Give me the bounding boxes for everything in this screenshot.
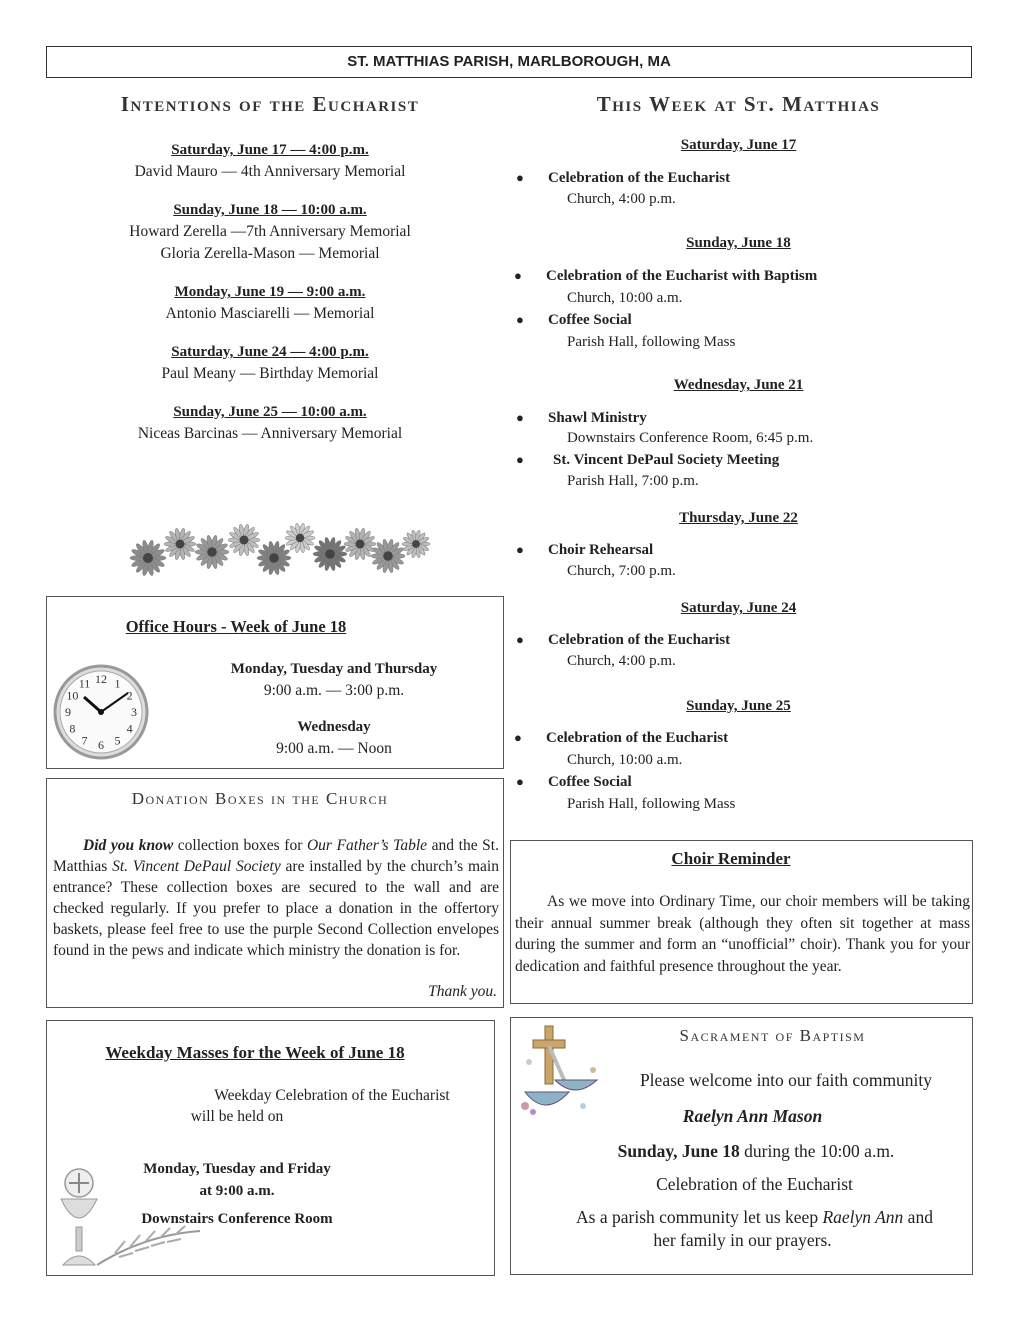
baptism-title: Sacrament of Baptism <box>679 1026 866 1045</box>
intention-date: Sunday, June 25 — 10:00 a.m. <box>173 404 367 420</box>
office-hours-1: 9:00 a.m. — 3:00 p.m. <box>263 682 405 699</box>
weekday-days: Monday, Tuesday and Friday <box>143 1161 331 1177</box>
intention-date: Saturday, June 17 — 4:00 p.m. <box>171 142 369 158</box>
week-event <box>516 170 731 187</box>
week-event <box>516 312 632 329</box>
weekday-time: at 9:00 a.m. <box>199 1183 275 1199</box>
office-hours-box <box>46 596 504 769</box>
flower-icon <box>130 540 166 576</box>
event-title: Celebration of the Eucharist <box>546 730 729 746</box>
donation-text <box>53 835 499 961</box>
office-days-2: Wednesday <box>297 719 371 735</box>
intentions-list <box>46 142 494 443</box>
clock-icon <box>52 663 150 761</box>
baptism-prayer-line-1 <box>523 1207 986 1228</box>
bullet-icon: ● <box>516 542 524 557</box>
week-date-wed21: Wednesday, June 21 <box>673 377 804 393</box>
flower-border-image <box>124 514 434 582</box>
event-title: Coffee Social <box>548 774 632 790</box>
clock-numeral: 5 <box>114 733 121 748</box>
flower-icon <box>228 524 260 556</box>
week-event <box>516 774 632 791</box>
this-week-title: This Week at St. Matthias <box>596 92 881 116</box>
baptism-box <box>510 1017 973 1275</box>
week-event <box>514 268 818 285</box>
baptism-date: Sunday, June 18 <box>617 1141 740 1161</box>
bullet-icon: ● <box>516 774 524 789</box>
event-location: Downstairs Conference Room, 6:45 p.m. <box>567 430 814 446</box>
office-days-1: Monday, Tuesday and Thursday <box>230 661 438 677</box>
chalice-icon <box>55 1165 205 1273</box>
clock-numeral: 12 <box>95 672 107 686</box>
baptismal-font-icon <box>515 1022 611 1122</box>
did-you-know: Did you know <box>83 837 174 854</box>
week-event <box>516 410 647 427</box>
clock-numeral: 9 <box>65 705 71 719</box>
bullet-icon: ● <box>514 730 522 745</box>
baptism-name: Raelyn Ann Mason <box>682 1106 823 1126</box>
event-location: Church, 10:00 a.m. <box>567 752 683 768</box>
parish-header: ST. MATTHIAS PARISH, MARLBOROUGH, MA <box>46 46 972 78</box>
choir-reminder-box <box>510 840 973 1004</box>
prayer-text: and <box>903 1207 933 1227</box>
bullet-icon: ● <box>516 452 524 467</box>
clock-numeral: 10 <box>66 688 79 703</box>
bullet-icon: ● <box>516 632 524 647</box>
event-location: Church, 10:00 a.m. <box>567 290 683 306</box>
donation-box <box>46 778 504 1008</box>
intention-name: Antonio Masciarelli — Memorial <box>165 305 375 322</box>
weekday-masses-box <box>46 1020 495 1276</box>
week-event <box>514 730 729 747</box>
bullet-icon: ● <box>516 170 524 185</box>
event-title: Choir Rehearsal <box>548 542 654 558</box>
donation-text-part: collection boxes for <box>173 837 307 854</box>
clock-numeral: 6 <box>98 738 104 752</box>
donation-text-part: are installed by the church’s main entrance? These collection boxes are secured to the wall and are checked regularly. If you prefer to place a donation in the offertory baskets, please feel free to use the purple Second Collection envelopes found in the pews and indicate which ministry the donation is for. <box>53 858 499 959</box>
clock-numeral: 1 <box>114 676 121 691</box>
weekday-line-2: will be held on <box>190 1108 284 1125</box>
choir-text: As we move into Ordinary Time, our choir members will be taking their annual summer break (although they often sit together at mass during the summer and form an “unofficial” choir). Thank you for your dedication and faithful presence throughout the year. <box>515 893 970 975</box>
flower-icon <box>313 537 347 571</box>
thank-you: Thank you. <box>428 983 497 1000</box>
week-date-sat17: Saturday, June 17 <box>680 137 797 153</box>
choir-title: Choir Reminder <box>671 849 791 868</box>
intention-name: Paul Meany — Birthday Memorial <box>161 365 379 382</box>
clock-numeral: 8 <box>69 721 76 736</box>
intention-date: Saturday, June 24 — 4:00 p.m. <box>171 344 369 360</box>
weekday-line-1: Weekday Celebration of the Eucharist <box>214 1087 450 1104</box>
intention-name: David Mauro — 4th Anniversary Memorial <box>134 163 406 180</box>
week-date-sat24: Saturday, June 24 <box>680 600 797 616</box>
event-location: Church, 4:00 p.m. <box>567 653 676 669</box>
flower-icon <box>402 530 430 558</box>
svdp-society: St. Vincent DePaul Society <box>112 858 281 875</box>
event-title: Celebration of the Eucharist with Baptism <box>546 268 818 284</box>
event-location: Church, 4:00 p.m. <box>567 191 676 207</box>
clock-numeral: 2 <box>126 688 133 703</box>
event-title: St. Vincent DePaul Society Meeting <box>553 452 780 468</box>
our-fathers-table: Our Father’s Table <box>306 837 428 854</box>
week-date-sun18: Sunday, June 18 <box>686 235 791 251</box>
clock-numeral: 7 <box>81 733 88 748</box>
flower-icon <box>285 523 315 553</box>
office-hours-title: Office Hours - Week of June 18 <box>125 617 347 636</box>
event-title: Shawl Ministry <box>548 410 647 426</box>
week-date-sun25: Sunday, June 25 <box>686 698 791 714</box>
baptism-prayer-line-2: her family in our prayers. <box>653 1230 832 1250</box>
bullet-icon: ● <box>516 312 524 327</box>
intention-name: Howard Zerella —7th Anniversary Memorial <box>129 223 411 240</box>
intention-date: Sunday, June 18 — 10:00 a.m. <box>173 202 367 218</box>
event-title: Celebration of the Eucharist <box>548 632 731 648</box>
flower-icon <box>164 528 196 560</box>
weekday-title: Weekday Masses for the Week of June 18 <box>105 1043 405 1062</box>
intention-name: Niceas Barcinas — Anniversary Memorial <box>137 425 403 442</box>
office-hours-2: 9:00 a.m. — Noon <box>276 740 392 757</box>
week-date-thu22: Thursday, June 22 <box>679 510 798 526</box>
week-event <box>516 452 780 469</box>
event-location: Church, 7:00 p.m. <box>567 563 676 579</box>
event-location: Parish Hall, 7:00 p.m. <box>567 473 699 489</box>
donation-title: Donation Boxes in the Church <box>131 789 389 808</box>
donation-text-part: and the St. Matthias <box>53 837 499 875</box>
event-location: Parish Hall, following Mass <box>567 334 736 350</box>
intention-date: Monday, June 19 — 9:00 a.m. <box>174 284 366 300</box>
intentions-title: Intentions of the Eucharist <box>120 92 420 116</box>
clock-numeral: 11 <box>78 676 91 691</box>
event-title: Coffee Social <box>548 312 632 328</box>
event-title: Celebration of the Eucharist <box>548 170 731 186</box>
bullet-icon: ● <box>516 410 524 425</box>
week-event <box>516 542 654 559</box>
clock-numeral: 3 <box>131 705 137 719</box>
baptism-time: during the 10:00 a.m. <box>739 1141 895 1161</box>
bullet-icon: ● <box>514 268 522 283</box>
baptism-date-line <box>551 1141 961 1162</box>
baptism-welcome: Please welcome into our faith community <box>639 1070 933 1090</box>
flower-icon <box>257 541 291 575</box>
event-location: Parish Hall, following Mass <box>567 796 736 812</box>
this-week-list <box>505 136 972 836</box>
week-event <box>516 632 731 649</box>
weekday-place: Downstairs Conference Room <box>141 1211 333 1227</box>
flower-icon <box>195 535 229 569</box>
prayer-name: Raelyn Ann <box>822 1207 904 1227</box>
prayer-text: As a parish community let us keep <box>576 1207 823 1227</box>
baptism-celebration: Celebration of the Eucharist <box>656 1174 853 1194</box>
intention-name: Gloria Zerella-Mason — Memorial <box>160 245 380 262</box>
clock-numeral: 4 <box>126 721 133 736</box>
